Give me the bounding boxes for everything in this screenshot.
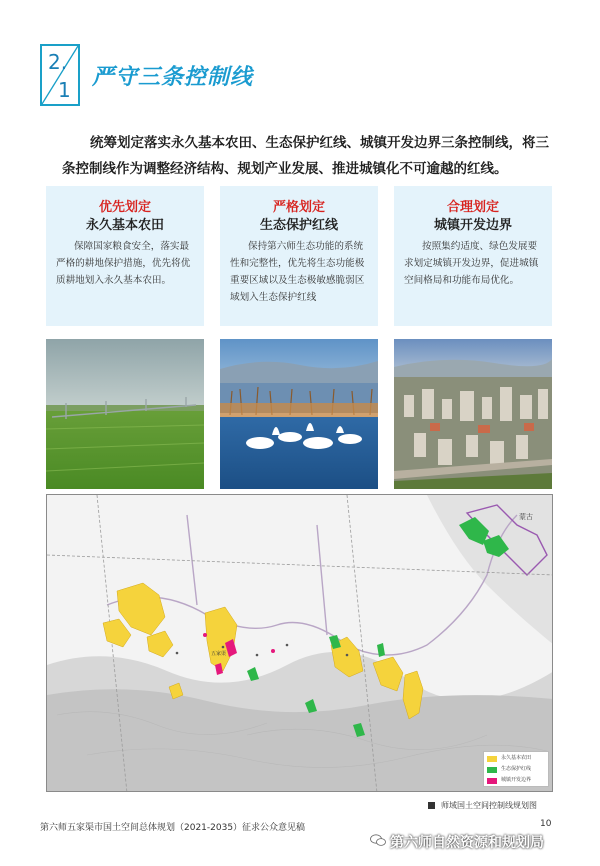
legend-item-ecology — [487, 766, 549, 774]
page-number: 10 — [540, 819, 552, 829]
legend-swatch — [487, 756, 497, 762]
map-label-wujiaqu: 五家渠 — [211, 651, 227, 657]
legend-label: 永久基本农田 — [501, 755, 532, 761]
wechat-icon — [370, 834, 386, 846]
legend-item-farmland — [487, 755, 549, 763]
map-label-mongolia: 蒙古 — [519, 513, 533, 521]
swans-lake-photo — [220, 339, 378, 489]
footer-text: 第六师五家渠市国土空间总体规划（2021-2035）征求公众意见稿 — [40, 823, 306, 833]
card-farmland — [46, 186, 204, 326]
section-number-bottom: 1 — [58, 78, 71, 102]
page-title: 严守三条控制线 — [92, 65, 254, 90]
card-body: 保障国家粮食安全，落实最严格的耕地保护措施，优先将优质耕地划入永久基本农田。 — [56, 241, 191, 286]
card-kicker: 优先划定 — [98, 200, 151, 215]
intro-paragraph: 统筹划定落实永久基本农田、生态保护红线、城镇开发边界三条控制线，将三条控制线作为调整经济结构、规划产业发展、推进城镇化不可逾越的红线。 — [62, 135, 549, 177]
map-legend — [483, 751, 549, 787]
map-caption — [428, 800, 537, 811]
control-lines-map — [46, 494, 553, 792]
city-aerial-photo — [394, 339, 552, 489]
legend-label: 城镇开发边界 — [501, 777, 532, 783]
map-caption-text: 师域国土空间控制线规划图 — [441, 801, 537, 810]
card-kicker: 严格划定 — [272, 200, 325, 215]
legend-swatch — [487, 778, 497, 784]
card-body: 保持第六师生态功能的系统性和完整性，优先将生态功能极重要区域以及生态极敏感脆弱区域划入生态保护红线 — [230, 241, 365, 303]
section-number-box — [40, 44, 80, 106]
farmland-photo — [46, 339, 204, 489]
card-heading: 永久基本农田 — [85, 218, 164, 233]
caption-square-icon — [428, 802, 435, 809]
card-heading: 生态保护红线 — [259, 218, 338, 233]
watermark-text: 第六师自然资源和规划局 — [390, 835, 544, 851]
section-number-top: 2. — [48, 50, 68, 74]
legend-label: 生态保护红线 — [501, 766, 532, 772]
card-urban — [394, 186, 552, 326]
legend-swatch — [487, 767, 497, 773]
card-ecology — [220, 186, 378, 326]
legend-item-urban — [487, 777, 549, 785]
card-heading: 城镇开发边界 — [433, 218, 512, 233]
card-body: 按照集约适度、绿色发展要求划定城镇开发边界，促进城镇空间格局和功能布局优化。 — [404, 241, 539, 286]
card-kicker: 合理划定 — [446, 200, 499, 215]
